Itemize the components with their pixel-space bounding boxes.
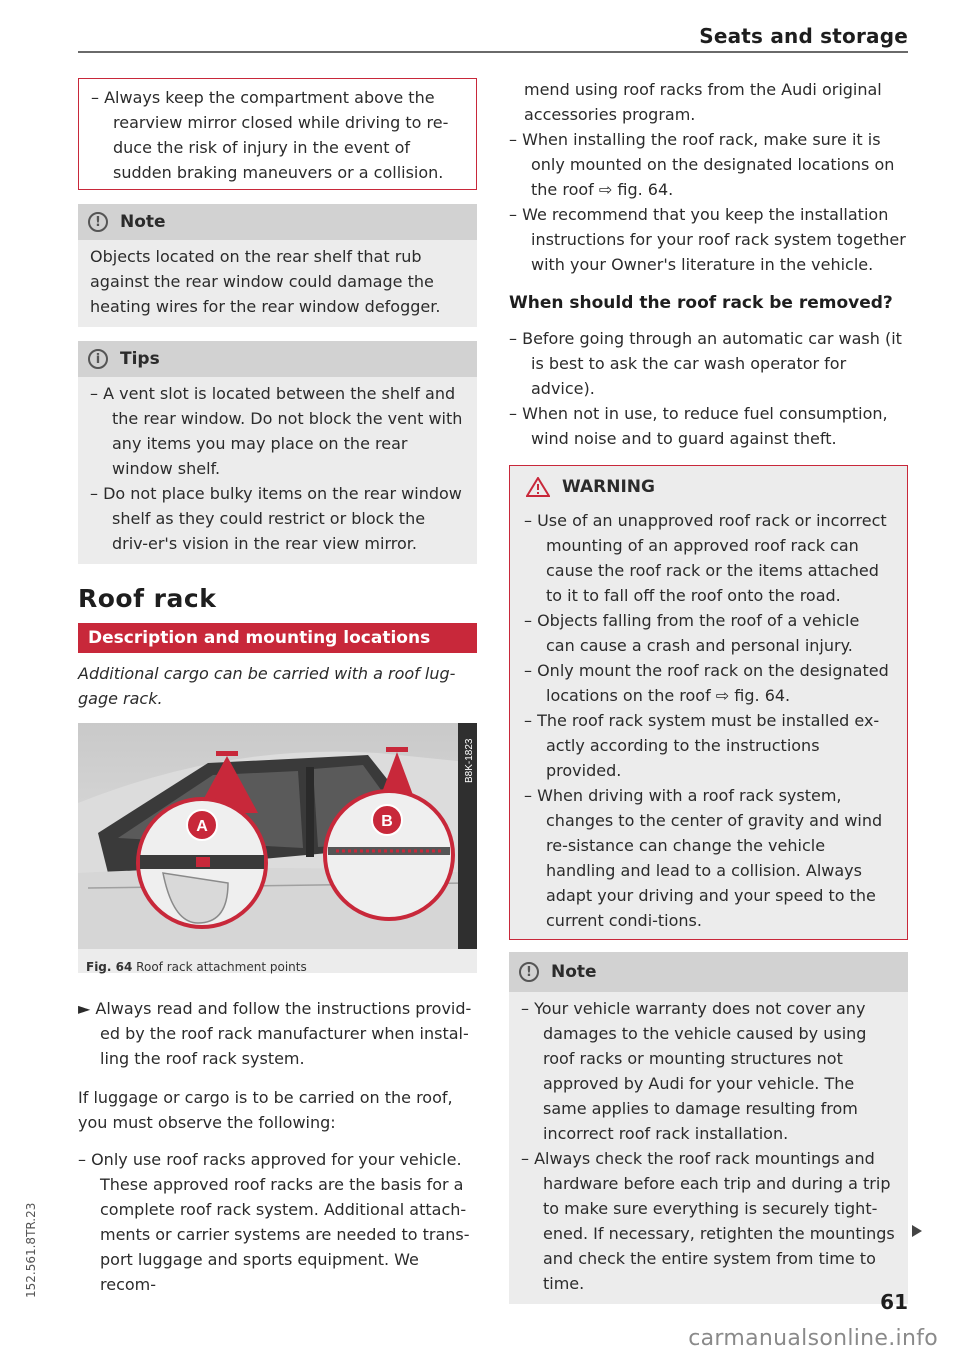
figure-code: B8K-1823 [464,738,475,783]
page-number: 61 [880,1290,908,1314]
tips-item: – A vent slot is located between the shelf and the rear window. Do not block the vent with any items you may place on the rear window shelf. [90,384,463,478]
warning-title: WARNING [562,476,655,497]
mount-marker-a [216,751,238,756]
note-header [509,952,908,992]
right-column [509,77,908,1304]
caution-item: – Always keep the compartment above the rearview mirror closed while driving to re-duce the risk of injury in the event of sudden braking maneuvers or a collision. [91,88,449,182]
instruction-step: ► Always read and follow the instructions provid-ed by the roof rack manufacturer when instal-ling the roof rack system. [78,999,472,1068]
warning-item: – Only mount the roof rack on the designated locations on the roof ⇨ fig. 64. [524,661,889,705]
warning-item: – When driving with a roof rack system, changes to the center of gravity and wind re-sistance can change the vehicle handling and lead to a collision. Always adapt your driving and your speed to the current condi-tions. [524,786,883,930]
figure-64 [78,723,477,973]
note-item: – Your vehicle warranty does not cover any damages to the vehicle caused by using roof racks or mounting structures not approved by Audi for your vehicle. The same applies to damage resulting from incorrect roof rack installation. [521,999,867,1143]
running-header: Seats and storage [699,24,908,48]
list-item: – Before going through an automatic car wash (it is best to ask the car wash operator for advice). [509,329,902,398]
note-text: Objects located on the rear shelf that rub against the rear window could damage the heating wires for the rear window defogger. [90,247,441,316]
tips-item: – Do not place bulky items on the rear window shelf as they could restrict or block the driv-er's vision in the rear view mirror. [90,484,462,553]
note-box [78,204,477,327]
continue-arrow-icon [912,1225,922,1237]
mount-marker-b [386,747,408,752]
tips-box [78,341,477,564]
section-title: Roof rack [78,584,217,613]
tips-header [78,341,477,377]
list-item: – When installing the roof rack, make sure it is only mounted on the designated locations on the roof ⇨ fig. 64. [509,130,895,199]
note-title: Note [551,961,597,982]
note-header [78,204,477,240]
subsection-title-bar: Description and mounting locations [78,623,477,653]
warning-item: – Use of an unapproved roof rack or incorrect mounting of an approved roof rack can cause the roof rack or the items attached to it to fall off the roof onto the road. [524,511,887,605]
warning-triangle-icon [526,477,550,497]
roof-rack-illustration [78,723,477,949]
note-box-right [509,952,908,1304]
header-rule [78,51,908,53]
info-circle-icon: ! [519,962,539,982]
figure-caption-label: Fig. 64 [86,960,133,974]
note-item: – Always check the roof rack mountings and hardware before each trip and during a trip to make sure everything is securely tight-ened. If necessary, retighten the mountings and check the entire system from time to time. [521,1149,895,1293]
label-a: A [196,818,208,835]
watermark: carmanualsonline.info [688,1326,938,1351]
label-b: B [381,813,393,830]
figure-caption-text: Roof rack attachment points [136,960,307,974]
list-item: – When not in use, to reduce fuel consumption, wind noise and to guard against theft. [509,404,888,448]
warning-header [510,466,907,508]
figure-caption [78,949,477,980]
note-title: Note [120,211,166,232]
info-circle-icon: ! [88,212,108,232]
tips-title: Tips [120,348,160,369]
observe-paragraph: If luggage or cargo is to be carried on the roof, you must observe the following: [78,1088,453,1132]
subheading-remove: When should the roof rack be removed? [509,293,893,313]
caution-continued-box [78,78,477,190]
continued-text: mend using roof racks from the Audi original accessories program. [524,80,882,124]
warning-item: – Objects falling from the roof of a vehicle can cause a crash and personal injury. [524,611,860,655]
left-column [78,78,477,1297]
side-code: 152.561.8TR.23 [24,1202,38,1298]
tips-circle-icon: i [88,349,108,369]
list-item: – We recommend that you keep the installation instructions for your roof rack system together with your Owner's literature in the vehicle. [509,205,906,274]
warning-item: – The roof rack system must be installed ex-actly according to the instructions provided. [524,711,880,780]
intro-text: Additional cargo can be carried with a roof lug-gage rack. [78,664,456,708]
list-item: – Only use roof racks approved for your vehicle. These approved roof racks are the basis for a complete roof rack system. Additional attach-ments or carrier systems are needed to trans-port luggage and sports equipment. We recom- [78,1150,470,1294]
warning-box [509,465,908,940]
